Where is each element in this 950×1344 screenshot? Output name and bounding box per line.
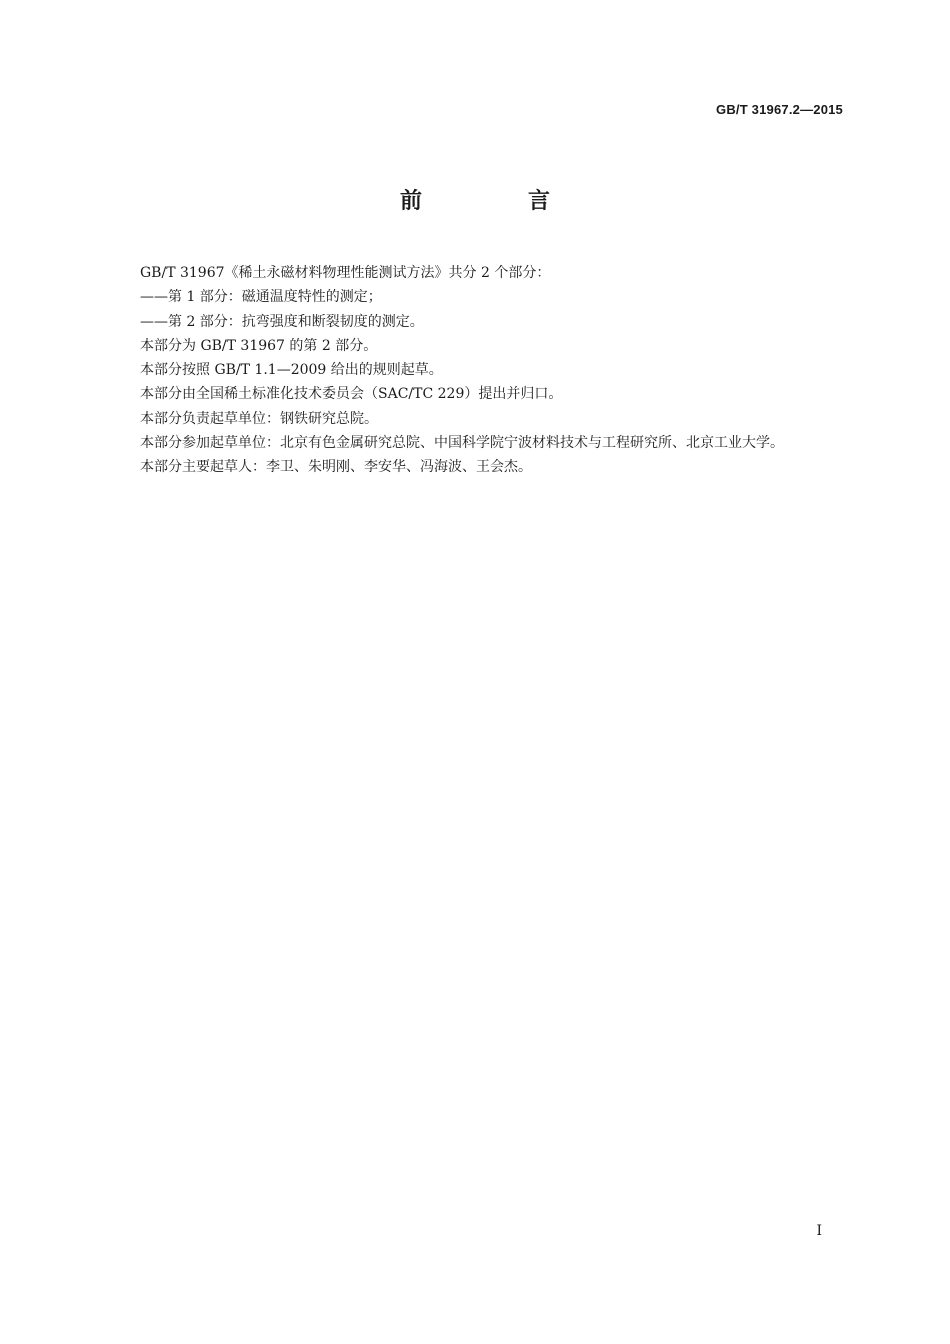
paragraph-proposed-by: 本部分由全国稀土标准化技术委员会（SAC/TC 229）提出并归口。 [140,386,563,403]
page-number: I [816,1223,822,1239]
paragraph-drafting-rules: 本部分按照 GB/T 1.1—2009 给出的规则起草。 [140,362,443,379]
paragraph-main-drafters: 本部分主要起草人：李卫、朱明刚、李安华、冯海波、王会杰。 [140,459,532,476]
paragraph-participating-drafters: 本部分参加起草单位：北京有色金属研究总院、中国科学院宁波材料技术与工程研究所、北京工业大学。 [140,435,784,452]
paragraph-intro: GB/T 31967《稀土永磁材料物理性能测试方法》共分 2 个部分： [140,265,551,281]
standard-code-header: GB/T 31967.2—2015 [716,102,843,117]
paragraph-part-2: ——第 2 部分：抗弯强度和断裂韧度的测定。 [140,313,424,330]
foreword-body [108,261,844,480]
page-title: 前 言 [399,189,592,214]
paragraph-part-1: ——第 1 部分：磁通温度特性的测定； [140,289,382,306]
paragraph-this-part: 本部分为 GB/T 31967 的第 2 部分。 [140,337,378,354]
paragraph-lead-drafter: 本部分负责起草单位：钢铁研究总院。 [140,410,378,427]
